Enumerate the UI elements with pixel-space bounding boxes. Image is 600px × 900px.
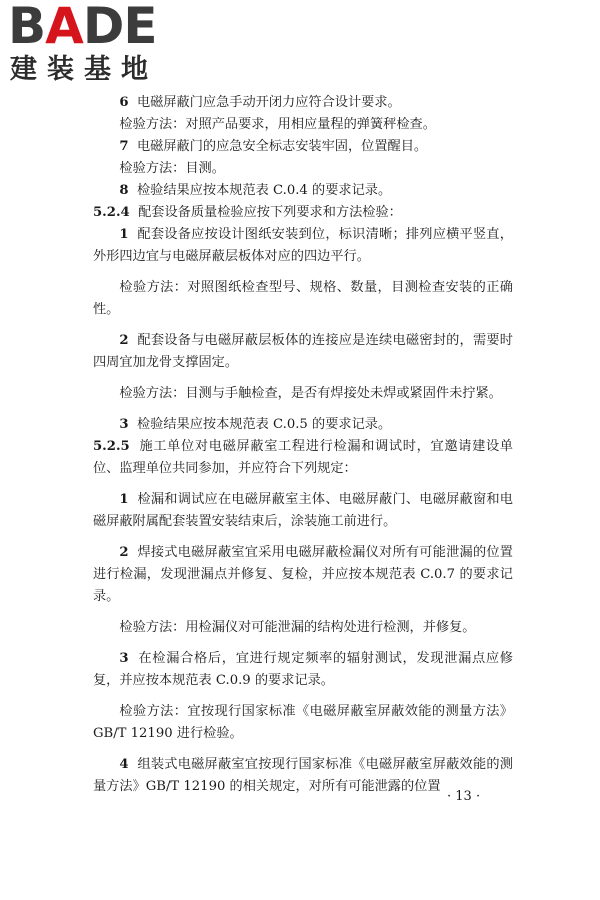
paragraph: 8 检验结果应按本规范表 C.0.4 的要求记录。 xyxy=(119,183,392,198)
section-heading: 5.2.4 配套设备质量检验应按下列要求和方法检验： xyxy=(93,205,402,220)
paragraph: 2 配套设备与电磁屏蔽层板体的连接应是连续电磁密封的，需要时四周宜加龙骨支撑固定。 xyxy=(93,333,513,370)
logo-subtitle: 建装基地 xyxy=(10,54,158,85)
paragraph: 7 电磁屏蔽门的应急安全标志安装牢固，位置醒目。 xyxy=(119,139,428,154)
paragraph: 3 在检漏合格后，宜进行规定频率的辐射测试，发现泄漏点应修复，并应按本规范表 C.0.9 的要求记录。 xyxy=(93,651,513,688)
document-body xyxy=(93,92,513,798)
page-number: · 13 · xyxy=(447,789,481,804)
paragraph: 4 组装式电磁屏蔽室宜按现行国家标准《电磁屏蔽室屏蔽效能的测量方法》GB/T 12190 的相关规定，对所有可能泄露的位置 xyxy=(93,757,513,794)
paragraph: 检验方法：宜按现行国家标准《电磁屏蔽室屏蔽效能的测量方法》GB/T 12190 进行检验。 xyxy=(93,704,513,741)
logo-wordmark: BADE xyxy=(8,0,157,55)
bade-logo xyxy=(8,2,188,90)
paragraph: 检验方法：目测与手触检查，是否有焊接处未焊或紧固件未拧紧。 xyxy=(119,386,502,401)
paragraph: 检验方法：对照图纸检查型号、规格、数量，目测检查安装的正确性。 xyxy=(93,280,513,317)
paragraph: 检验方法：用检漏仪对可能泄漏的结构处进行检测，并修复。 xyxy=(119,620,476,635)
paragraph: 检验方法：目测。 xyxy=(119,161,225,176)
paragraph: 1 配套设备应按设计图纸安装到位，标识清晰；排列应横平竖直，外形四边宜与电磁屏蔽层板体对应的四边平行。 xyxy=(93,227,513,264)
section-heading: 5.2.5 施工单位对电磁屏蔽室工程进行检漏和调试时，宜邀请建设单位、监理单位共同参加，并应符合下列规定： xyxy=(93,439,513,476)
paragraph: 2 焊接式电磁屏蔽室宜采用电磁屏蔽检漏仪对所有可能泄漏的位置进行检漏，发现泄漏点并修复、复检，并应按本规范表 C.0.7 的要求记录。 xyxy=(93,545,513,604)
paragraph: 6 电磁屏蔽门应急手动开闭力应符合设计要求。 xyxy=(119,95,401,110)
paragraph: 3 检验结果应按本规范表 C.0.5 的要求记录。 xyxy=(119,417,392,432)
paragraph: 1 检漏和调试应在电磁屏蔽室主体、电磁屏蔽门、电磁屏蔽窗和电磁屏蔽附属配套装置安装结束后，涂装施工前进行。 xyxy=(93,492,513,529)
paragraph: 检验方法：对照产品要求，用相应量程的弹簧秤检查。 xyxy=(119,117,436,132)
